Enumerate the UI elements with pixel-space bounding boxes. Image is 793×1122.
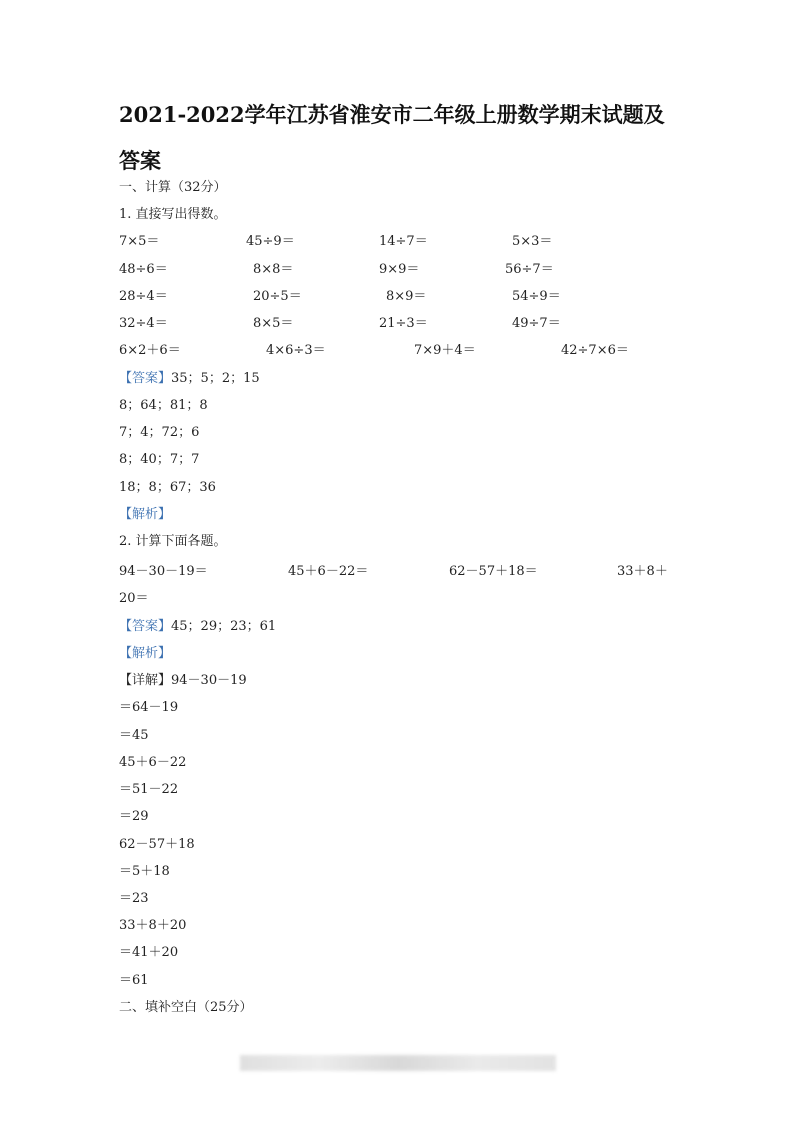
problem: 4×6÷3＝ [266,343,326,358]
detail-line: ＝61 [119,973,149,988]
problem: 9×9＝ [379,262,420,277]
detail-line: ＝41＋20 [119,945,179,960]
problem: 62－57＋18＝ [449,564,538,579]
detail-line: ＝64－19 [119,700,179,715]
detail-line: ＝29 [119,809,149,824]
analysis-tag: 【解析】 [119,646,172,661]
detail-line: ＝45 [119,728,149,743]
question-2-label: 2. 计算下面各题。 [119,534,227,549]
answer-line: 8；40；7；7 [119,452,200,467]
problem: 14÷7＝ [379,234,428,249]
answer-line: 7；4；72；6 [119,425,200,440]
detail-line: ＝51－22 [119,782,179,797]
problem: 48÷6＝ [119,262,168,277]
answer-line [119,618,276,636]
problem: 33＋8＋ [617,564,668,579]
answer-line [119,370,260,388]
detail-line: ＝5＋18 [119,864,170,879]
problem: 5×3＝ [512,234,553,249]
problem: 32÷4＝ [119,316,168,331]
answer-tag: 【答案】 [119,371,172,386]
problem: 45＋6－22＝ [288,564,369,579]
answer-line: 8；64；81；8 [119,398,208,413]
problem: 42÷7×6＝ [561,343,629,358]
detail-line: 45＋6－22 [119,755,187,770]
problem: 49÷7＝ [512,316,561,331]
problem: 54÷9＝ [512,289,561,304]
answer-text: 35；5；2；15 [171,371,260,386]
problem: 8×9＝ [386,289,427,304]
problem: 7×5＝ [119,234,160,249]
problem: 6×2＋6＝ [119,343,181,358]
detail-line [119,672,247,690]
analysis-tag: 【解析】 [119,507,172,522]
problem-wrap: 20＝ [119,591,149,606]
problem: 7×9＋4＝ [414,343,476,358]
document-title: 2021-2022学年江苏省淮安市二年级上册数学期末试题及答案 [119,102,665,173]
detail-text: 94－30－19 [171,673,247,688]
problem: 94－30－19＝ [119,564,208,579]
problem: 8×5＝ [253,316,294,331]
problem: 20÷5＝ [253,289,302,304]
answer-text: 45；29；23；61 [171,619,277,634]
section-heading-2: 二、填补空白（25分） [119,1000,253,1015]
problem: 45÷9＝ [246,234,295,249]
answer-tag: 【答案】 [119,619,172,634]
detail-line: 62－57＋18 [119,837,195,852]
problem: 8×8＝ [253,262,294,277]
blurred-footer-watermark [240,1055,556,1071]
problem: 21÷3＝ [379,316,428,331]
problem: 28÷4＝ [119,289,168,304]
question-1-label: 1. 直接写出得数。 [119,207,227,222]
answer-line: 18；8；67；36 [119,480,216,495]
section-heading-1: 一、计算（32分） [119,180,227,195]
detail-tag: 【详解】 [119,673,172,688]
detail-line: 33＋8＋20 [119,918,187,933]
detail-line: ＝23 [119,891,149,906]
problem: 56÷7＝ [505,262,554,277]
